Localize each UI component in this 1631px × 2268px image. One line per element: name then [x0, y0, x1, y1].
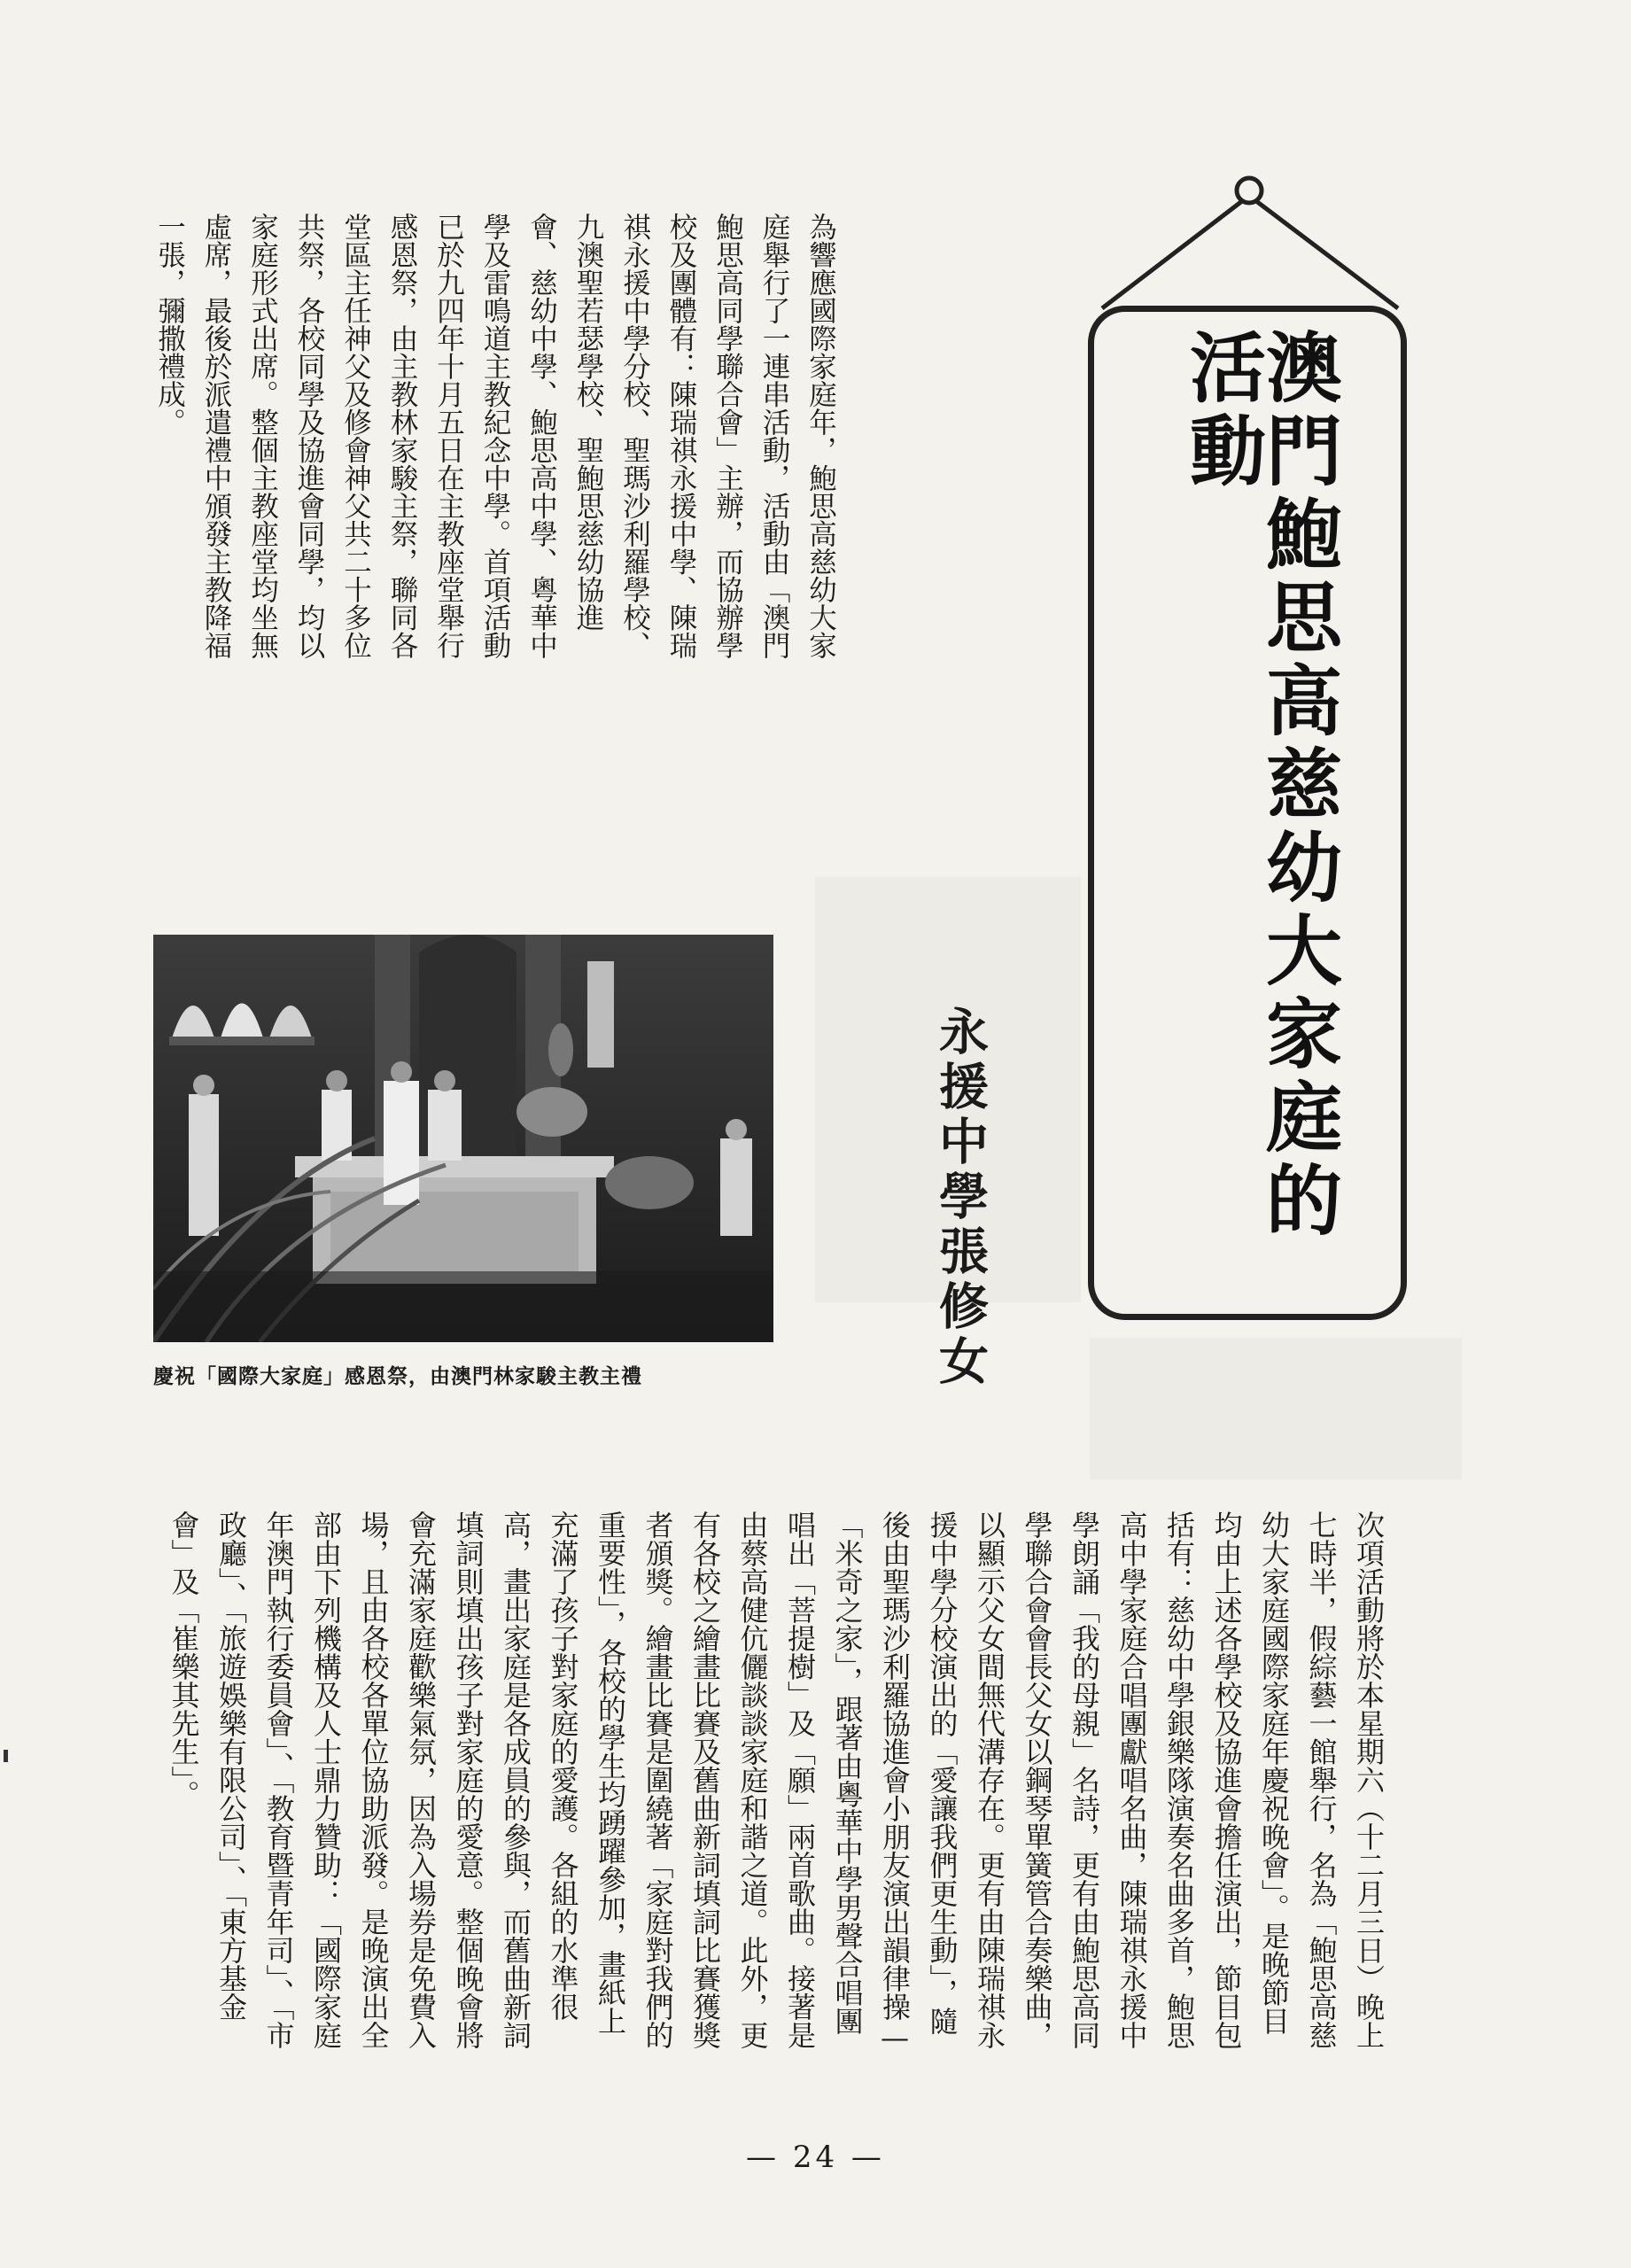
hanging-hook-icon: [1099, 168, 1417, 319]
author-byline: 永援中學張修女: [931, 1006, 989, 1390]
article-paragraph-2: 次項活動將於本星期六（十二月三日）晚上七時半，假綜藝一館舉行，名為「鮑思高慈幼大家庭國際家庭年慶祝晚會」。是晚節目均由上述各學校及協進會擔任演出，節目包括有：慈幼中學銀樂隊演奏名曲多首，鮑思高中學家庭合唱團獻唱名曲，陳瑞祺永援中學朗誦「我的母親」名詩，更有由鮑思高同學聯合會會長父女以鋼琴單簧管合奏樂曲，以顯示父女間無代溝存在。更有由陳瑞祺永援中學分校演出的「愛讓我們更生動」，隨後由聖瑪沙利羅協進會小朋友演出韻律操—「米奇之家」，跟著由粵華中學男聲合唱團唱出「菩提樹」及「願」兩首歌曲。接著是由蔡高健伉儷談談家庭和諧之道。此外，更有各校之繪畫比賽及舊曲新詞填詞比賽獲獎者頒獎。繪畫比賽是圍繞著「家庭對我們的重要性」，各校的學生均踴躍參加，畫紙上充滿了孩子對家庭的愛護。各組的水準很高，畫出家庭是各成員的參與，而舊曲新詞填詞則填出孩子對家庭的愛意。整個晚會將會充滿家庭歡樂氣氛，因為入場券是免費入場，且由各校各單位協助派發。是晚演出全部由下列機構及人士鼎力贊助：「國際家庭年澳門執行委員會」、「教育暨青年司」、「市政廳」、「旅遊娛樂有限公司」、「東方基金會」及「崔樂其先生」。: [167, 1511, 1386, 2054]
cathedral-altar-image: [153, 935, 773, 1342]
bleed-through-text: [762, 797, 824, 904]
page-number: — 24 —: [746, 2140, 885, 2175]
article-paragraph-1: 為響應國際家庭年，鮑思高慈幼大家庭舉行了一連串活動，活動由「澳門鮑思高同學聯合會」主辦，而協辦學校及團體有：陳瑞祺永援中學、陳瑞祺永援中學分校、聖瑪沙利羅學校、九澳聖若瑟學校、聖鮑思慈幼協進會、慈幼中學、鮑思高中學、粵華中學及雷鳴道主教紀念中學。首項活動已於九四年十月五日在主教座堂舉行感恩祭，由主教林家駿主祭，聯同各堂區主任神父及修會神父共二十多位共祭，各校同學及協進會同學，均以家庭形式出席。整個主教座堂均坐無虛席，最後於派遣禮中頒發主教降福一張，彌撒禮成。: [153, 213, 837, 659]
page-title: 澳門鮑思高慈幼大家庭的活動: [1177, 328, 1341, 1244]
bleed-through-panel: [1090, 1338, 1462, 1480]
scan-edge-mark: [4, 1750, 8, 1762]
mass-photo: [153, 935, 773, 1342]
photo-caption: 慶祝「國際大家庭」感恩祭，由澳門林家駿主教主禮: [153, 1364, 642, 1388]
